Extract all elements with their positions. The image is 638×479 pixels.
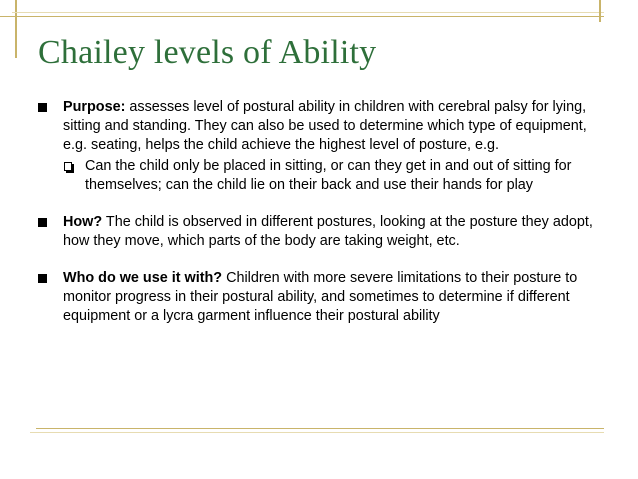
bullet-text: assesses level of postural ability in children with cerebral palsy for lying, sitting and standing. They can also be used to determine which type of equipment, e.g. seating, helps the child achieve the highest level of posture, e.g. [63,99,587,153]
bullet-purpose [38,98,613,155]
slide-body [38,98,613,326]
bullet-who [38,269,613,326]
decorative-rule-bottom [36,428,604,429]
decorative-rule-vertical-left [15,0,17,58]
decorative-rule-bottom-light [30,432,604,433]
hollow-square-bullet-icon [64,162,72,171]
slide-title: Chailey levels of Ability [38,34,377,71]
decorative-rule-top [0,16,604,17]
filled-square-bullet-icon [38,103,47,112]
decorative-rule-top-light [12,12,604,13]
bullet-how [38,213,613,251]
bullet-text: Children with more severe limitations to their posture to monitor progress in their postural ability, and sometimes to determine if different equipment or a lycra garment influence their postural ability [63,270,578,324]
sub-bullet-text: Can the child only be placed in sitting, or can they get in and out of sitting for themselves; can the child lie on their back and use their hands for play [85,158,572,193]
bullet-label: Who do we use it with? [63,270,223,286]
bullet-text: The child is observed in different postures, looking at the posture they adopt, how they move, which parts of the body are taking weight, etc. [63,214,593,249]
bullet-label: How? [63,214,103,230]
bullet-label: Purpose: [63,99,126,115]
decorative-rule-vertical-right [599,0,601,22]
filled-square-bullet-icon [38,218,47,227]
filled-square-bullet-icon [38,274,47,283]
sub-bullet-example [38,157,613,195]
